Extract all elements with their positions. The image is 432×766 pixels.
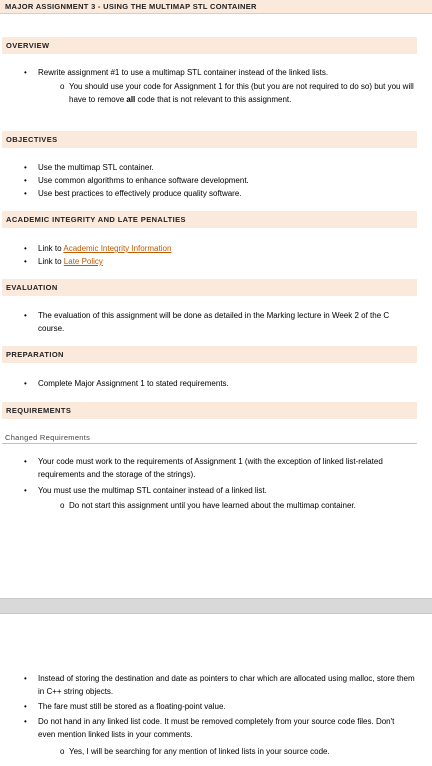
sub-bullet-icon: o bbox=[60, 747, 65, 756]
sub-bullet-icon: o bbox=[60, 82, 65, 91]
bullet-icon: • bbox=[24, 379, 27, 388]
sub-bullet-icon: o bbox=[60, 501, 65, 510]
bullet-icon: • bbox=[24, 244, 27, 253]
bullet-icon: • bbox=[24, 702, 27, 711]
integrity-link-item: Link to Academic Integrity Information bbox=[38, 244, 172, 253]
bullet-icon: • bbox=[24, 674, 27, 683]
section-heading-academic-integrity: ACADEMIC INTEGRITY AND LATE PENALTIES bbox=[2, 211, 417, 228]
overview-subitem: You should use your code for Assignment 1 for this (but you are not required to do so) but you will have to remove all code that is not relevant to this assignment. bbox=[69, 82, 414, 104]
document-page-2 bbox=[0, 614, 432, 766]
late-policy-item: Link to Late Policy bbox=[38, 257, 103, 266]
academic-integrity-link[interactable]: Academic Integrity Information bbox=[63, 244, 172, 253]
requirement-item: The fare must still be stored as a floating-point value. bbox=[38, 702, 226, 711]
document-title: MAJOR ASSIGNMENT 3 - USING THE MULTIMAP STL CONTAINER bbox=[0, 0, 432, 14]
subheading-underline bbox=[2, 443, 417, 444]
objective-item: Use common algorithms to enhance software development. bbox=[38, 176, 249, 185]
page-break bbox=[0, 598, 432, 614]
section-heading-objectives: OBJECTIVES bbox=[2, 131, 417, 148]
bullet-icon: • bbox=[24, 717, 27, 726]
late-policy-link[interactable]: Late Policy bbox=[63, 257, 103, 266]
bullet-icon: • bbox=[24, 257, 27, 266]
bullet-icon: • bbox=[24, 457, 27, 466]
section-heading-evaluation: EVALUATION bbox=[2, 279, 417, 296]
requirement-subitem: Do not start this assignment until you have learned about the multimap container. bbox=[69, 501, 356, 510]
bullet-icon: • bbox=[24, 189, 27, 198]
preparation-item: Complete Major Assignment 1 to stated requirements. bbox=[38, 379, 229, 388]
subheading-changed-requirements: Changed Requirements bbox=[5, 433, 91, 442]
bullet-icon: • bbox=[24, 486, 27, 495]
requirement-item: Do not hand in any linked list code. It must be removed completely from your source code files. Don't even mention linked lists in your comments. bbox=[38, 717, 395, 739]
requirement-item: Instead of storing the destination and date as pointers to char which are allocated using malloc, store them in C++ string objects. bbox=[38, 674, 415, 696]
section-heading-preparation: PREPARATION bbox=[2, 346, 417, 363]
bullet-icon: • bbox=[24, 68, 27, 77]
overview-item: Rewrite assignment #1 to use a multimap STL container instead of the linked lists. bbox=[38, 68, 329, 77]
objective-item: Use the multimap STL container. bbox=[38, 163, 154, 172]
requirement-subitem: Yes, I will be searching for any mention of linked lists in your source code. bbox=[69, 747, 330, 756]
requirement-item: Your code must work to the requirements of Assignment 1 (with the exception of linked list-related requirements and the storage of the strings). bbox=[38, 457, 383, 479]
section-heading-requirements: REQUIREMENTS bbox=[2, 402, 417, 419]
bullet-icon: • bbox=[24, 163, 27, 172]
evaluation-item: The evaluation of this assignment will be done as detailed in the Marking lecture in Week 2 of the C course. bbox=[38, 311, 390, 333]
requirement-item: You must use the multimap STL container instead of a linked list. bbox=[38, 486, 267, 495]
section-heading-overview: OVERVIEW bbox=[2, 37, 417, 54]
bullet-icon: • bbox=[24, 311, 27, 320]
bullet-icon: • bbox=[24, 176, 27, 185]
objective-item: Use best practices to effectively produce quality software. bbox=[38, 189, 242, 198]
